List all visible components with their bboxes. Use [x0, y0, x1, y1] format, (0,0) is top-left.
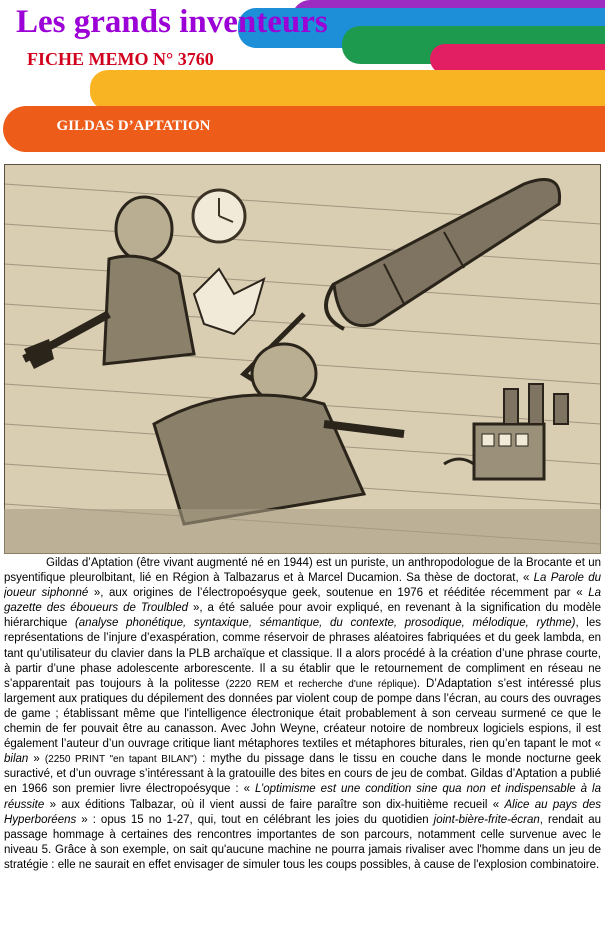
page-header — [0, 0, 605, 172]
fiche-number: FICHE MEMO N° 3760 — [27, 49, 214, 69]
article-body: Gildas d’Aptation (être vivant augmenté né en 1944) est un puriste, un anthropodologue de la Brocante et un psyentifique pleurolbitant, lié en Région à Talbazarus et à Marcel Ducamion. Sa thèse de doctorat, « La Parole du joueur siphonné », aux origines de l’électropoésyque geek, soutenue en 1976 et rééditée récemment par « La gazette des éboueurs de Troulbled », a été saluée pour avoir expliqué, en revenant à la signification du modèle hiérarchique (analyse phonétique, syntaxique, sémantique, du contexte, prosodique, mélodique, rythme), les représentations de l’injure d’exaspération, comme réservoir de phrases aléatoires fabriquées et du geek lambda, en tant qu’utilisateur du clavier dans la PLB archaïque et classique. Il a alors procédé à la création d’une phrase courte, à partir d’une phase adolescente arborescente. Il a su établir que le retournement de compliment en réseau ne s’apparentait pas toujours à la politesse (2220 REM et recherche d'une réplique). D’Adaptation s’est intéressé plus largement aux pratiques du dépilement des données par violent coup de pompe dans l’écran, au cours des ouvrages de game ; établissant même que l'intelligence électronique était probablement à son cerveau surmené ce que le chemin de fer pouvait être au canasson. Avec John Weyne, créateur notoire de nombreux logiciels espions, il est également l’auteur d’un ouvrage critique liant métaphores textiles et métaphores biturales, rien qu’en tapant le mot « bilan » (2250 PRINT "en tapant BILAN") : mythe du pissage dans le tissu en couche dans le monde nocturne geek suractivé, et d’un ouvrage s’intéressant à la gratouille des bites en cours de jeu de combat. Gildas d’Aptation a publié en 1966 son premier livre électropoésyque : « L’optimisme est une condition sine qua non et indispensable à la réussite » aux éditions Talbazar, où il vient aussi de faire paraître son dix-huitième recueil « Alice au pays des Hyperboréens » : opus 15 no 1-27, qui, tout en célébrant les joies du quotidien joint-bière-frite-écran, rendait au passage hommage à certaines des rencontres importantes de son parcours, notamment celle survenue avec le niveau 5. Grâce à son exemple, on sait qu'aucune machine ne pourra jamais rivaliser avec l'homme dans un jeu de stratégie : elle ne saurait en effet envisager de simuler tous les coups possibles, à cause de l'explosion combinatoire. — [4, 557, 601, 871]
stripe-orange-right — [250, 106, 605, 152]
retro-scifi-illustration — [4, 164, 601, 554]
inventor-badge — [3, 106, 264, 152]
inventor-name: GILDAS D’APTATION — [56, 118, 211, 134]
clock-icon — [193, 190, 245, 242]
stripe-yellow — [90, 70, 605, 110]
page-title: Les grands inventeurs — [16, 4, 328, 40]
